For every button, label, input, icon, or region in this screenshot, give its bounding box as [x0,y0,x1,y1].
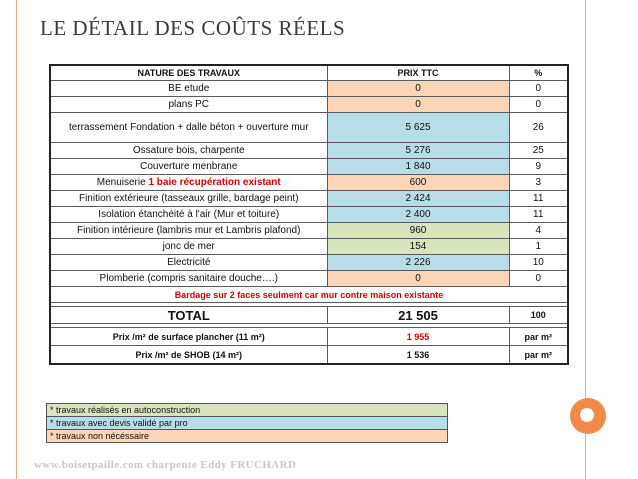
row-pct: 9 [509,159,568,175]
per-m2-unit: par m² [509,346,568,365]
row-price: 5 276 [327,143,509,159]
row-label: Couverture menbrane [50,159,327,175]
per-m2-price: 1 536 [327,346,509,365]
row-label-text: Menuiserie [96,177,149,188]
header-nature: NATURE DES TRAVAUX [50,65,327,81]
row-pct: 10 [509,255,568,271]
table-row [50,175,568,191]
row-label-highlight: 1 baie récupération existant [148,177,281,188]
header-pct: % [509,65,568,81]
table-row [50,255,568,271]
row-price: 0 [327,271,509,287]
row-label: Electricité [50,255,327,271]
per-m2-row [50,328,568,346]
row-price: 2 226 [327,255,509,271]
row-pct: 3 [509,175,568,191]
table-row [50,113,568,143]
footer-credit: www.boisetpaille.com charpente Eddy FRUCHARD [34,459,297,471]
table-row [50,239,568,255]
row-price: 0 [327,97,509,113]
row-label: Finition extérieure (tasseaux grille, bardage peint) [50,191,327,207]
row-price: 2 400 [327,207,509,223]
per-m2-label: Prix /m² de surface plancher (11 m²) [50,328,327,346]
total-row [50,307,568,324]
row-pct: 1 [509,239,568,255]
row-price: 600 [327,175,509,191]
bardage-note: Bardage sur 2 faces seulment car mur contre maison existante [50,287,568,303]
decorative-circle-icon [570,398,606,434]
row-price: 5 625 [327,113,509,143]
row-pct: 0 [509,97,568,113]
table-row [50,271,568,287]
row-price: 1 840 [327,159,509,175]
row-label: Finition intérieure (lambris mur et Lambris plafond) [50,223,327,239]
row-pct: 0 [509,271,568,287]
total-price: 21 505 [327,307,509,324]
legend-table [46,403,448,443]
row-label: jonc de mer [50,239,327,255]
row-price: 154 [327,239,509,255]
legend-autoconstruction: * travaux réalisés en autoconstruction [47,404,448,417]
row-price: 960 [327,223,509,239]
per-m2-row [50,346,568,365]
row-pct: 11 [509,207,568,223]
per-m2-label: Prix /m² de SHOB (14 m²) [50,346,327,365]
table-row [50,97,568,113]
row-label: Plomberie (compris sanitaire douche….) [50,271,327,287]
row-pct: 25 [509,143,568,159]
cost-table [49,64,569,365]
row-pct: 0 [509,81,568,97]
row-pct: 11 [509,191,568,207]
row-label: Isolation étanchéité à l'air (Mur et toiture) [50,207,327,223]
row-label [50,175,327,191]
row-label: BE etude [50,81,327,97]
table-row [50,207,568,223]
total-pct: 100 [509,307,568,324]
per-m2-price: 1 955 [327,328,509,346]
row-label: Ossature bois, charpente [50,143,327,159]
table-row [50,143,568,159]
note-row [50,287,568,303]
legend-non-necessaire: * travaux non nécéssaire [47,430,448,443]
row-pct: 4 [509,223,568,239]
table-row [50,81,568,97]
row-label: terrassement Fondation + dalle béton + ouverture mur [50,113,327,143]
per-m2-unit: par m² [509,328,568,346]
table-row [50,159,568,175]
table-row [50,223,568,239]
table-header-row [50,65,568,81]
page-title: LE DÉTAIL DES COÛTS RÉELS [40,16,346,40]
table-row [50,191,568,207]
legend-devis-pro: * travaux avec devis validé par pro [47,417,448,430]
total-label: TOTAL [50,307,327,324]
row-price: 2 424 [327,191,509,207]
header-price: PRIX TTC [327,65,509,81]
row-label: plans PC [50,97,327,113]
row-price: 0 [327,81,509,97]
row-pct: 26 [509,113,568,143]
